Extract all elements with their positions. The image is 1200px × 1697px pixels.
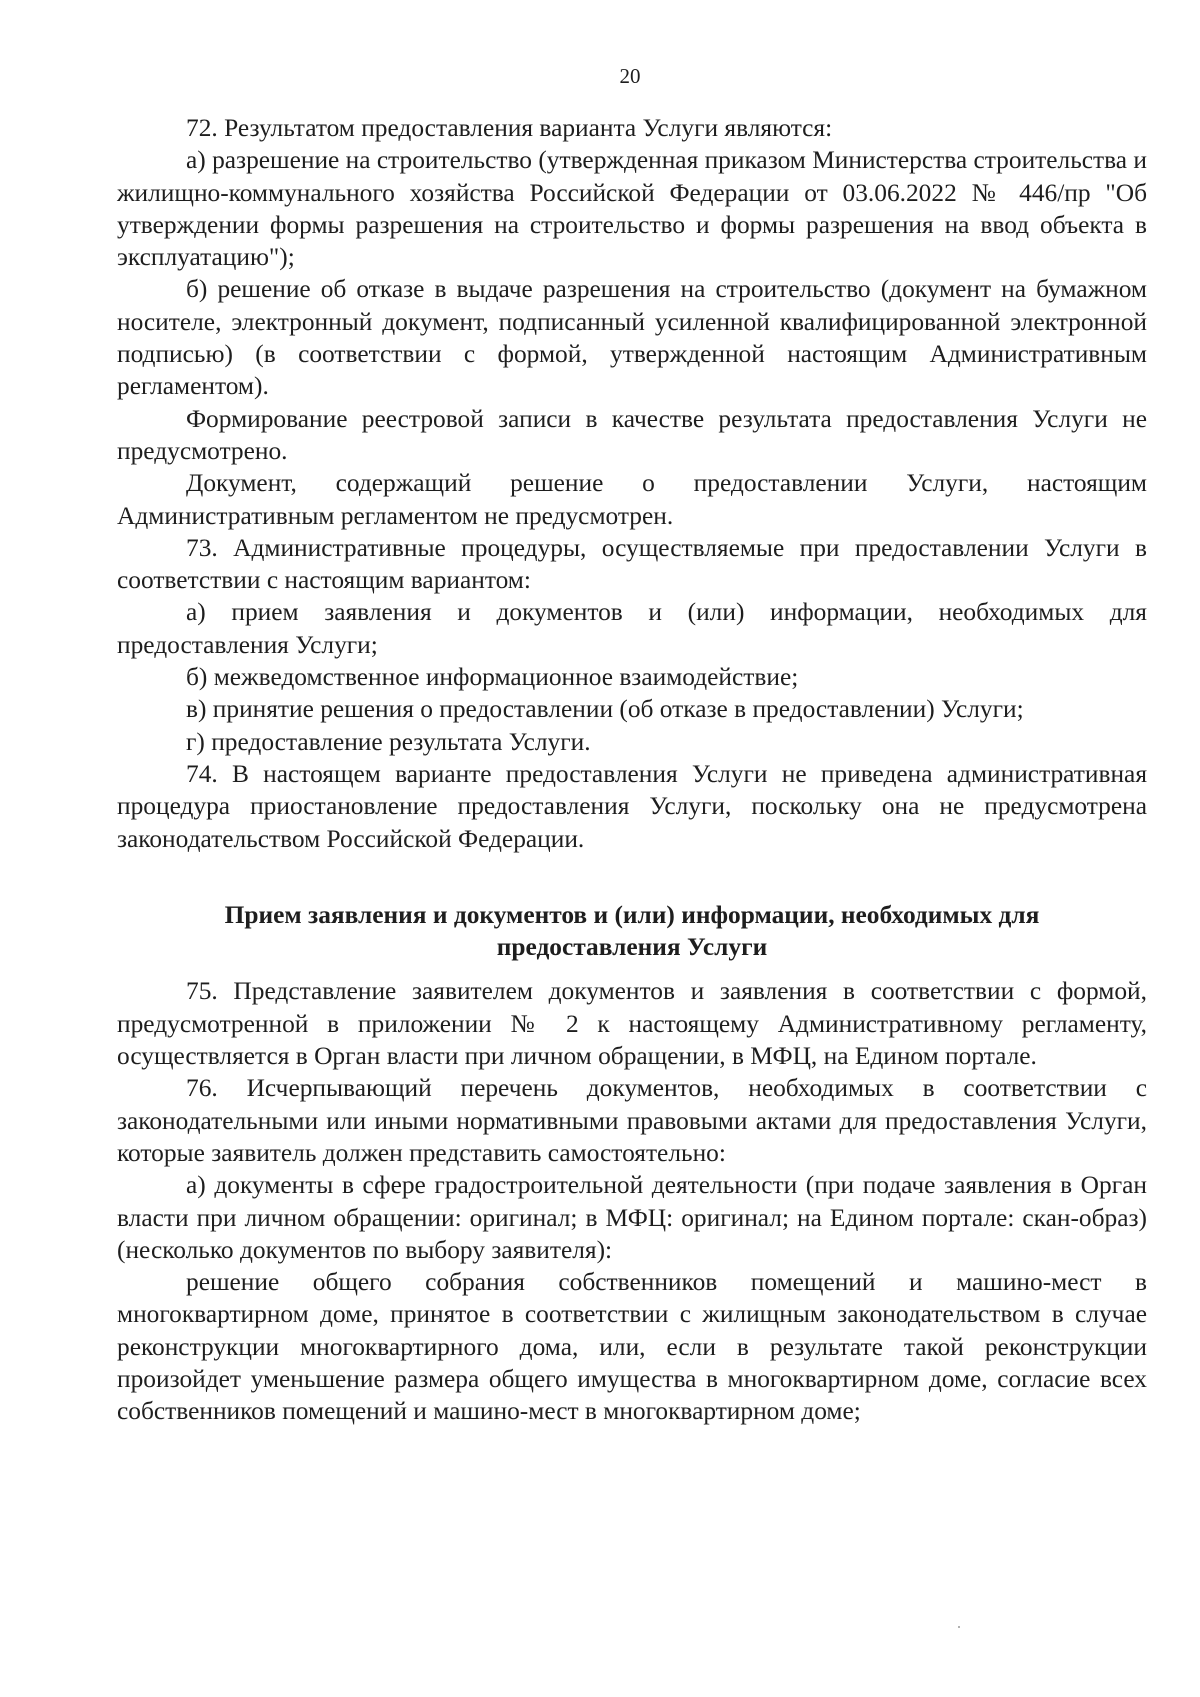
paragraph-73d: г) предоставление результата Услуги. <box>186 727 591 756</box>
document-body <box>117 112 1147 1428</box>
paragraph-73b: б) межведомственное информационное взаимодействие; <box>186 663 799 692</box>
paragraph-decision-note: Документ, содержащий решение о предоставлении Услуги, настоящим Административным регламентом не предусмотрен. <box>117 469 1147 530</box>
section-heading: Прием заявления и документов и (или) информации, необходимых для предоставления Услуги <box>224 900 1040 962</box>
paragraph-registry-note: Формирование реестровой записи в качестве результата предоставления Услуги не предусмотрено. <box>117 404 1147 465</box>
paragraph-76: 76. Исчерпывающий перечень документов, необходимых в соответствии с законодательными или иными нормативными правовыми актами для предоставления Услуги, которые заявитель должен представить самостоятельно: <box>117 1074 1147 1167</box>
paragraph-72b: б) решение об отказе в выдаче разрешения на строительство (документ на бумажном носителе, электронный документ, подписанный усиленной квалифицированной электронной подписью) (в соответствии с формой, утвержденной настоящим Административным регламентом). <box>117 275 1147 401</box>
paragraph-74: 74. В настоящем варианте предоставления Услуги не приведена административная процедура приостановление предоставления Услуги, поскольку она не предусмотрена законодательством Российской Федерации. <box>117 759 1147 853</box>
paragraph-72a: а) разрешение на строительство (утвержденная приказом Министерства строительства и жилищно-коммунального хозяйства Российской Федерации от 03.06.2022 № 446/пр "Об утверждении формы разрешения на строительство и формы разрешения на ввод объекта в эксплуатацию"); <box>117 146 1148 272</box>
paragraph-73: 73. Административные процедуры, осуществляемые при предоставлении Услуги в соответствии с настоящим вариантом: <box>117 533 1147 595</box>
page-number: 20 <box>619 64 641 88</box>
paragraph-76a: а) документы в сфере градостроительной деятельности (при подаче заявления в Орган власти при личном обращении: оригинал; в МФЦ: оригинал; на Едином портале: скан-образ) (несколько документов по выбору заявителя): <box>117 1171 1147 1264</box>
paragraph-73c: в) принятие решения о предоставлении (об отказе в предоставлении) Услуги; <box>186 695 1024 724</box>
paragraph-76a-item: решение общего собрания собственников помещений и машино-мест в многоквартирном доме, принятое в соответствии с жилищным законодательством в случае реконструкции многоквартирного дома, или, если в результате такой реконструкции произойдет уменьшение размера общего имущества в многоквартирном доме, согласие всех собственников помещений и машино-мест в многоквартирном доме; <box>117 1268 1147 1426</box>
scan-artifact-dot <box>958 1626 960 1628</box>
paragraph-72: 72. Результатом предоставления варианта Услуги являются: <box>186 114 833 142</box>
paragraph-73a: а) прием заявления и документов и (или) информации, необходимых для предоставления Услуги; <box>117 598 1147 659</box>
paragraph-75: 75. Представление заявителем документов и заявления в соответствии с формой, предусмотренной в приложении № 2 к настоящему Административному регламенту, осуществляется в Орган власти при личном обращении, в МФЦ, на Едином портале. <box>117 977 1147 1071</box>
